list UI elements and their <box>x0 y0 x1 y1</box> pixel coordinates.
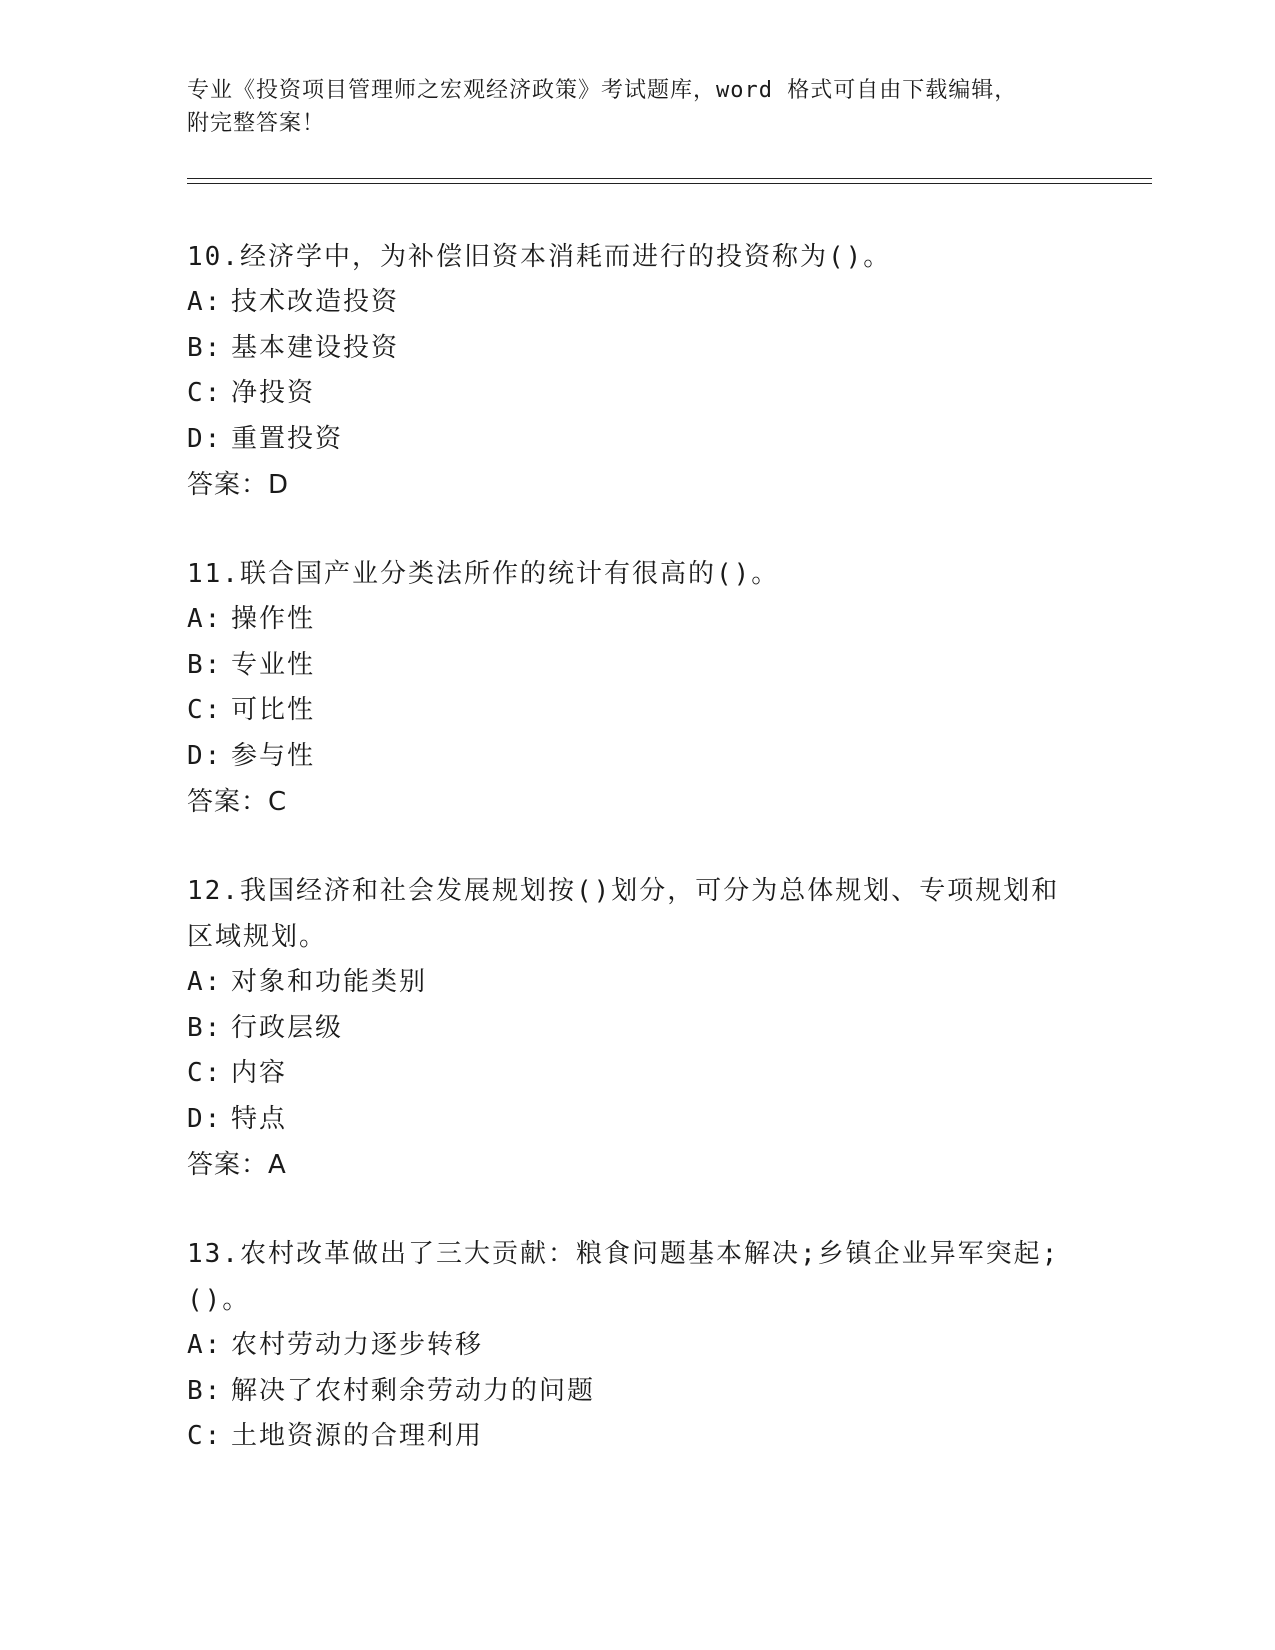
option-letter: B: <box>187 1375 223 1406</box>
option-d <box>187 734 1087 780</box>
option-b <box>187 643 1087 689</box>
question-12 <box>187 868 1087 1188</box>
question-11 <box>187 551 1087 825</box>
option-letter: D: <box>187 740 223 771</box>
option-letter: B: <box>187 332 223 363</box>
option-text: 行政层级 <box>231 1012 344 1043</box>
option-letter: D: <box>187 423 223 454</box>
option-a <box>187 1323 1087 1369</box>
answer-line: 答案：C <box>187 787 288 817</box>
option-letter: C: <box>187 378 223 408</box>
option-d <box>187 1097 1087 1143</box>
option-letter: B: <box>187 1012 223 1043</box>
question-10 <box>187 234 1087 508</box>
option-text: 净投资 <box>231 378 316 408</box>
option-text: 参与性 <box>231 740 316 771</box>
option-text: 基本建设投资 <box>231 332 400 363</box>
question-stem: 11.联合国产业分类法所作的统计有很高的()。 <box>187 559 780 589</box>
option-a <box>187 597 1087 643</box>
option-text: 操作性 <box>231 604 316 634</box>
option-b <box>187 326 1087 372</box>
option-letter: C: <box>187 1058 223 1088</box>
option-a <box>187 960 1087 1006</box>
option-c <box>187 371 1087 417</box>
answer-line: 答案：D <box>187 470 290 500</box>
header-divider-top <box>187 178 1152 179</box>
answer-line: 答案：A <box>187 1150 287 1180</box>
option-letter: A: <box>187 967 223 997</box>
question-stem: 13.农村改革做出了三大贡献：粮食问题基本解决;乡镇企业异军突起;()。 <box>187 1239 1060 1315</box>
option-letter: C: <box>187 1421 223 1451</box>
option-text: 技术改造投资 <box>231 287 400 317</box>
question-list <box>187 234 1087 1503</box>
option-text: 可比性 <box>231 695 316 725</box>
option-text: 对象和功能类别 <box>231 967 428 997</box>
option-letter: A: <box>187 1330 223 1360</box>
option-b <box>187 1369 1087 1415</box>
option-a <box>187 280 1087 326</box>
option-b <box>187 1006 1087 1052</box>
option-letter: A: <box>187 287 223 317</box>
option-c <box>187 1051 1087 1097</box>
option-text: 解决了农村剩余劳动力的问题 <box>231 1375 596 1406</box>
option-text: 土地资源的合理利用 <box>231 1421 484 1451</box>
question-stem: 12.我国经济和社会发展规划按()划分，可分为总体规划、专项规划和区域规划。 <box>187 876 1060 952</box>
option-d <box>187 417 1087 463</box>
header-divider-bottom <box>187 183 1152 184</box>
option-letter: B: <box>187 649 223 680</box>
option-text: 专业性 <box>231 649 316 680</box>
option-text: 特点 <box>231 1103 288 1134</box>
header-line-2: 附完整答案！ <box>187 111 326 136</box>
question-13 <box>187 1231 1087 1460</box>
option-c <box>187 1414 1087 1460</box>
option-c <box>187 688 1087 734</box>
option-text: 内容 <box>231 1058 288 1088</box>
option-letter: D: <box>187 1103 223 1134</box>
option-letter: A: <box>187 604 223 634</box>
question-stem: 10.经济学中，为补偿旧资本消耗而进行的投资称为()。 <box>187 242 892 272</box>
option-letter: C: <box>187 695 223 725</box>
document-header <box>187 74 1067 140</box>
header-line-1: 专业《投资项目管理师之宏观经济政策》考试题库，word 格式可自由下载编辑， <box>187 78 1018 103</box>
option-text: 重置投资 <box>231 423 344 454</box>
option-text: 农村劳动力逐步转移 <box>231 1330 484 1360</box>
